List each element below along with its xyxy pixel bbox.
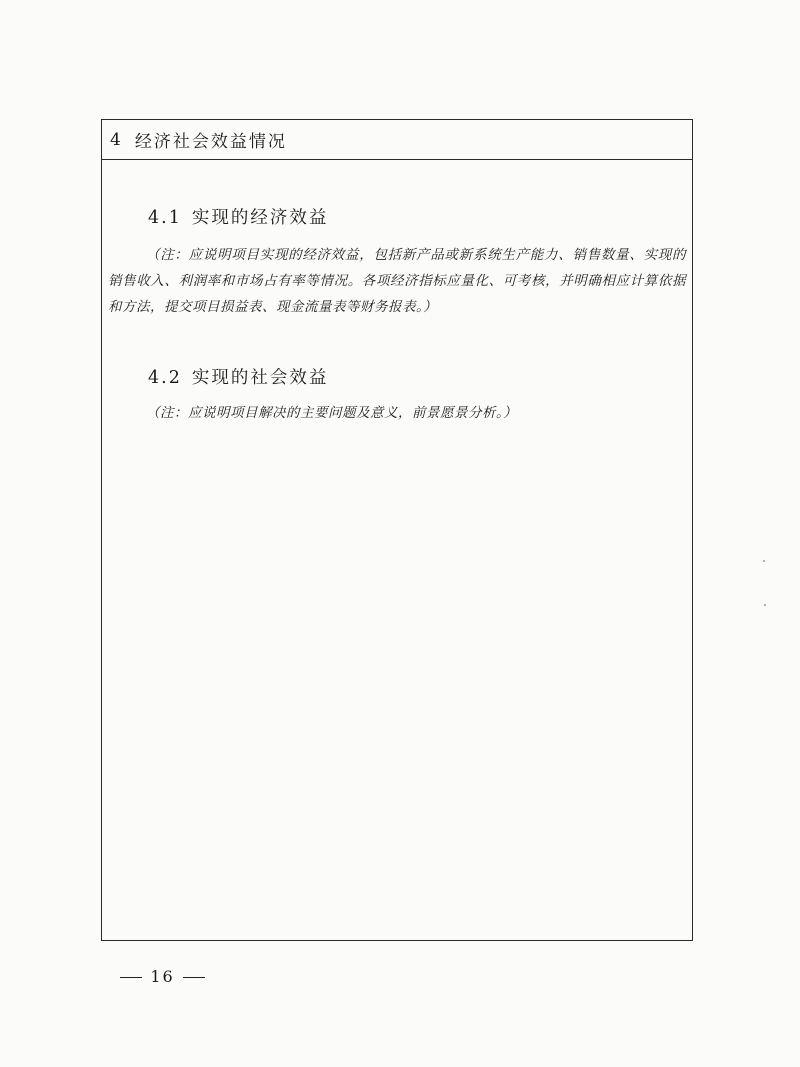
form-table xyxy=(101,119,693,941)
footer-dash-right xyxy=(183,977,205,978)
section-heading: 经济社会效益情况 xyxy=(134,132,287,152)
footer-dash-left xyxy=(120,977,142,978)
table-header xyxy=(102,120,692,160)
subsection-label: 实现的经济效益 xyxy=(191,208,329,228)
note-social: （注：应说明项目解决的主要问题及意义，前景愿景分析。） xyxy=(146,405,518,421)
subsection-title-economic xyxy=(148,204,328,229)
subsection-title-social xyxy=(148,364,328,389)
note-economic: （注：应说明项目实现的经济效益，包括新产品或新系统生产能力、销售数量、实现的销售收入、利润率和市场占有率等情况。各项经济指标应量化、可考核，并明确相应计算依据和方法，提交项目损益表、现金流量表等财务报表。） xyxy=(108,247,686,315)
scan-speck xyxy=(764,604,766,606)
subsection-label: 实现的社会效益 xyxy=(191,368,329,388)
page-number: 16 xyxy=(150,967,175,986)
page-footer xyxy=(0,967,325,986)
subsection-number: 4.2 xyxy=(148,368,182,388)
scan-speck xyxy=(763,560,765,562)
section-number: 4 xyxy=(110,129,123,150)
subsection-number: 4.1 xyxy=(148,208,182,228)
